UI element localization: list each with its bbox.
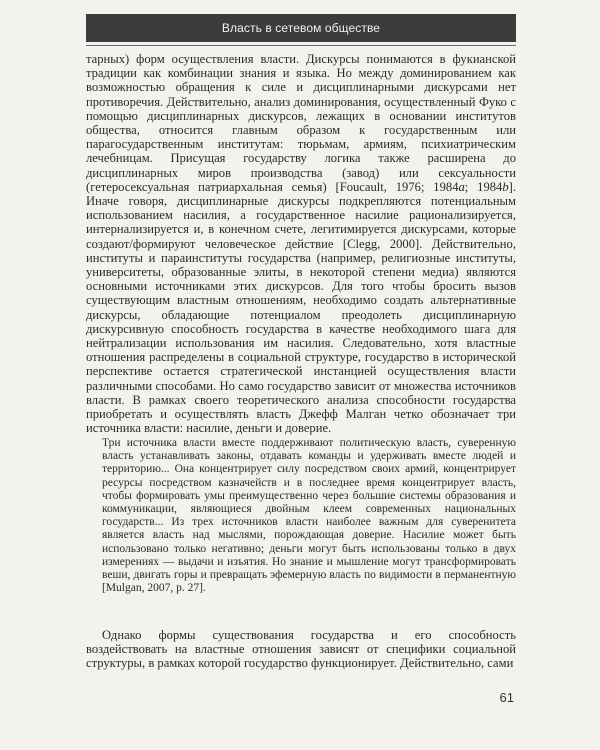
body-paragraph-2: Однако формы существования государства и его способность воздействовать на властные отношения зависят от специфики социальной структуры, в рамках которой государство функционирует. Действительно, сами	[86, 628, 516, 671]
paragraph-text: ]. Иначе говоря, дисциплинарные дискурсы подкрепляются потенциальным использованием насилия, а государственное насилие рационализируется, интернализируется и, в конечном счете, легитимируется дискурсами, которые создают/формируют человеческое действие [Clegg, 2000]. Действительно, институты и параинституты государства (например, религиозные институты, университеты, образованные элиты, в некоторой степени медиа) являются основными источниками этих дискурсов. Для того чтобы бросить вызов существующим властным отношениям, необходимо создать альтернативные дискурсы, обладающие потенциалом преодолеть дисциплинарную дискурсивную способность государства в качестве необходимого шага для нейтрализации использования им насилия. Следовательно, хотя властные отношения распределены в социальной структуре, государство в исторической перспективе остается стратегической инстанцией осуществления власти различными способами. Но само государство зависит от множества источников власти. В рамках своего теоретического анализа способности государства приобретать и осуществлять власть Джефф Малган четко обозначает три источника власти: насилие, деньги и доверие.	[86, 179, 516, 436]
paragraph-text: ; 1984	[464, 179, 503, 194]
page-number: 61	[499, 690, 514, 705]
running-header	[86, 14, 516, 42]
citation-suffix-a: а	[458, 179, 465, 194]
paragraph-text: тарных) форм осуществления власти. Дискурсы понимаются в фукианской традиции как комбинации знания и языка. Но между доминированием как возможностью обращения к силе и дисциплинарными дискурсами нет противоречия. Действительно, анализ доминирования, осуществленный Фуко с помощью дисциплинарных дискурсов, лежащих в основании институтов общества, относится главным образом к государственным или парагосударственным институтам: тюрьмам, армиям, психиатрическим лечебницам. Присущая государству логика также расширена до дисциплинарных миров производства (завод) или сексуальности (гетеросексуальная патриархальная семья) [Foucault, 1976; 1984	[86, 52, 516, 194]
citation-suffix-b: b	[502, 179, 509, 194]
block-quote: Три источника власти вместе поддерживают политическую власть, суверенную власть устанавливать законы, отдавать команды и удерживать вместе людей и территорию... Она концентрирует силу посредством своих армий, концентрирует ресурсы посредством казначейств и в последнее время концентрирует власть, чтобы формировать умы преимущественно через большие системы образования и коммуникации, являющиеся двойным клеем современных национальных государств... Из трех источников власти наиболее важным для суверенитета является власть над мыслями, порождающая доверие. Насилие может быть использовано только негативно; деньги могут быть использованы только в двух измерениях — выдачи и изъятия. Но знание и мышление могут трансформировать веши, двигать горы и превращать эфемерную власть по видимости в перманентную [Mulgan, 2007, р. 27].	[102, 437, 516, 595]
running-header-title: Власть в сетевом обществе	[221, 21, 381, 35]
body-paragraph-1	[86, 52, 516, 435]
header-rule	[86, 45, 516, 46]
